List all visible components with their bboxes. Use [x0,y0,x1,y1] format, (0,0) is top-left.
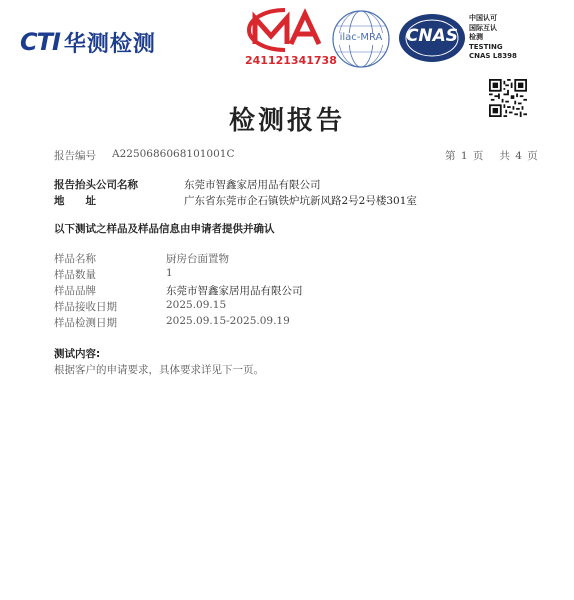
cti-logo-chinese: 华测检测 [63,31,156,57]
cma-logo [245,8,337,70]
sample-label: 样品品牌 [54,285,96,297]
cnas-caption-line: 中国认可 [469,14,497,22]
report-number-label: 报告编号 [54,150,96,162]
ilac-mra-logo [330,8,392,70]
cnas-caption-line: CNAS L8398 [469,52,517,60]
sample-value: 2025.09.15-2025.09.19 [166,315,290,327]
sample-value: 1 [166,267,173,279]
page-total: 4 [515,150,522,162]
company-name-value: 东莞市智鑫家居用品有限公司 [184,179,321,191]
cnas-text: CNAS [405,26,459,46]
cnas-caption-line: 检测 [469,33,483,41]
sample-label: 样品名称 [54,253,96,265]
page-current: 1 [460,150,468,162]
cnas-caption-line: 国际互认 [469,23,497,32]
cti-logo-latin: CTI [20,28,60,56]
company-address-label: 地 址 [54,195,96,207]
cti-logo [20,28,156,56]
document-title: 检测报告 [228,106,345,136]
sample-section-heading: 以下测试之样品及样品信息由申请者提供并确认 [54,223,275,235]
ilac-text: ilac-MRA [339,32,383,43]
sample-label: 样品检测日期 [54,317,117,329]
company-name-label: 报告抬头公司名称 [54,179,138,191]
cnas-caption-line: TESTING [469,42,503,51]
report-number-value: A2250686068101001C [112,148,235,160]
page-indicator: 第 1 页 共 4 页 [445,150,538,162]
cnas-caption [469,14,549,62]
cma-number: 241121341738 [245,54,337,67]
sample-value: 2025.09.15 [166,299,227,311]
cnas-logo [398,12,466,64]
sample-label: 样品数量 [54,269,96,281]
test-content-text: 根据客户的申请要求，具体要求详见下一页。 [54,364,264,376]
sample-label: 样品接收日期 [54,301,117,313]
sample-value: 东莞市智鑫家居用品有限公司 [166,285,303,297]
test-content-heading: 测试内容: [54,348,101,360]
cma-emblem-icon [245,8,325,54]
company-address-value: 广东省东莞市企石镇铁炉坑新风路2号2号楼301室 [184,195,417,207]
sample-value: 厨房台面置物 [166,253,229,265]
